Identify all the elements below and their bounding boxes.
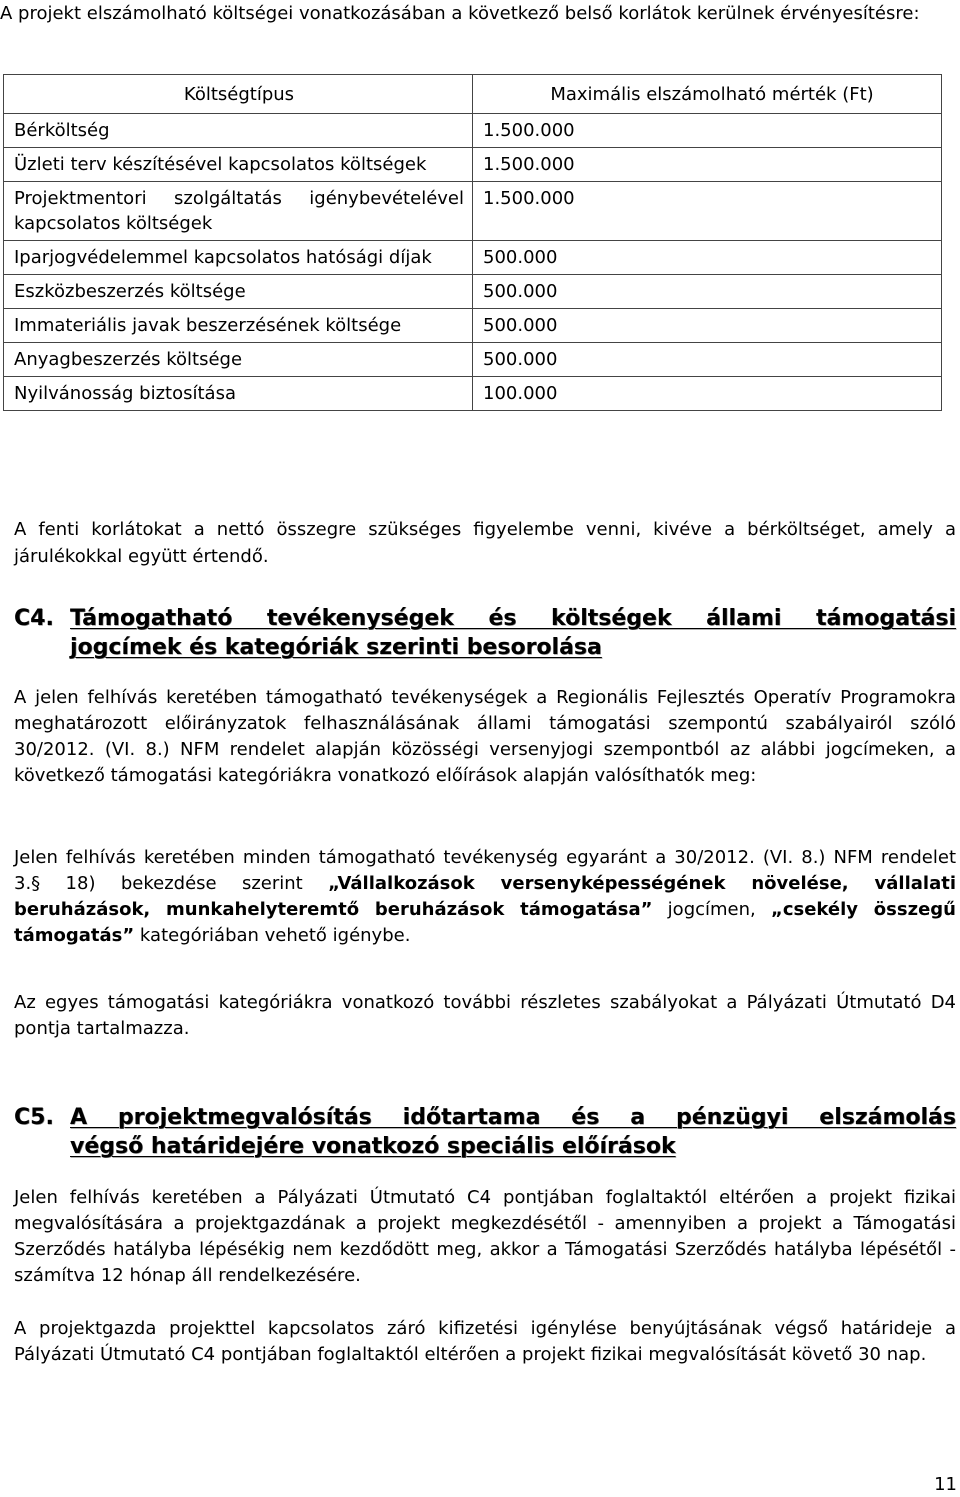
table-header-row bbox=[4, 75, 942, 114]
section-title-line2: végső határidejére vonatkozó speciális előírások bbox=[70, 1134, 676, 1159]
max-amount-cell: 1.500.000 bbox=[473, 114, 942, 148]
cost-limits-table bbox=[3, 74, 942, 411]
cost-type-cell: Anyagbeszerzés költsége bbox=[4, 343, 473, 377]
table-row bbox=[4, 275, 942, 309]
c5-paragraph-2: A projektgazda projekttel kapcsolatos záró kifizetési igénylése benyújtásának végső határideje a Pályázati Útmutató C4 pontjában foglaltaktól eltérően a projekt fizikai megvalósítását követő 30 nap. bbox=[14, 1318, 956, 1365]
table-row bbox=[4, 114, 942, 148]
intro-text: A projekt elszámolható költségei vonatkozásában a következő belső korlátok kerülnek érvényesítésre: bbox=[0, 3, 920, 24]
table-row bbox=[4, 343, 942, 377]
section-c5-heading bbox=[14, 1103, 956, 1161]
max-amount-cell: 500.000 bbox=[473, 343, 942, 377]
table-row bbox=[4, 241, 942, 275]
max-amount-cell: 1.500.000 bbox=[473, 182, 942, 241]
header-cost-type: Költségtípus bbox=[4, 75, 473, 114]
table-row bbox=[4, 148, 942, 182]
cost-type-cell: Immateriális javak beszerzésének költsége bbox=[4, 309, 473, 343]
text-run: Jelen felhívás keretében minden támogatható tevékenység egyaránt a 30/2012. (VI. 8.) NFM rendelet 3.§ 18) bekezdése szerint bbox=[14, 847, 956, 894]
max-amount-cell: 1.500.000 bbox=[473, 148, 942, 182]
section-title-line1: Támogatható tevékenységek és költségek állami támogatási bbox=[70, 606, 956, 631]
section-c4-heading bbox=[14, 604, 956, 662]
table-row bbox=[4, 182, 942, 241]
aid-type-bold: „csekély összegű támogatás” bbox=[14, 899, 956, 946]
table-note: A fenti korlátokat a nettó összegre szükséges figyelembe venni, kivéve a bérköltséget, amely a járulékokkal együtt értendő. bbox=[14, 519, 956, 567]
category-name-bold: „Vállalkozások versenyképességének növelése, vállalati beruházások, munkahelyteremtő beruházások támogatása” bbox=[14, 873, 956, 920]
cost-type-cell: Üzleti terv készítésével kapcsolatos költségek bbox=[4, 148, 473, 182]
max-amount-cell: 500.000 bbox=[473, 309, 942, 343]
header-max-amount: Maximális elszámolható mérték (Ft) bbox=[473, 75, 942, 114]
c4-paragraph-3: Az egyes támogatási kategóriákra vonatkozó további részletes szabályokat a Pályázati Útmutató D4 pontja tartalmazza. bbox=[14, 992, 956, 1039]
page-number: 11 bbox=[934, 1474, 957, 1495]
cost-type-cell: Bérköltség bbox=[4, 114, 473, 148]
c4-paragraph-1: A jelen felhívás keretében támogatható tevékenységek a Regionális Fejlesztés Operatív Programokra meghatározott előirányzatok felhasználásának állami támogatási szempontú szabályairól szóló 30/2012. (VI. 8.) NFM rendelet alapján közösségi versenyjogi szempontból az alábbi jogcímeken, a következő támogatási kategóriákra vonatkozó előírások alapján valósíthatók meg: bbox=[14, 687, 956, 786]
max-amount-cell: 100.000 bbox=[473, 377, 942, 411]
table-row bbox=[4, 309, 942, 343]
section-number: C5. bbox=[14, 1105, 54, 1130]
table-row bbox=[4, 377, 942, 411]
section-title-line1: A projektmegvalósítás időtartama és a pénzügyi elszámolás bbox=[70, 1105, 956, 1130]
cost-type-cell: Iparjogvédelemmel kapcsolatos hatósági díjak bbox=[4, 241, 473, 275]
c5-paragraph-1: Jelen felhívás keretében a Pályázati Útmutató C4 pontjában foglaltaktól eltérően a projekt fizikai megvalósítására a projektgazdának a projekt megkezdésétől - amennyiben a projekt a Támogatási Szerződés hatályba lépésékig nem kezdődött meg, akkor a Támogatási Szerződés hatályba lépésétől - számítva 12 hónap áll rendelkezésére. bbox=[14, 1187, 956, 1286]
section-title-line2: jogcímek és kategóriák szerinti besorolása bbox=[70, 635, 602, 660]
max-amount-cell: 500.000 bbox=[473, 275, 942, 309]
text-run: kategóriában vehető igénybe. bbox=[134, 925, 411, 946]
cost-type-cell: Nyilvánosság biztosítása bbox=[4, 377, 473, 411]
c4-paragraph-2 bbox=[14, 845, 956, 949]
cost-type-cell: Projektmentori szolgáltatás igénybevételével kapcsolatos költségek bbox=[4, 182, 473, 241]
cost-type-cell: Eszközbeszerzés költsége bbox=[4, 275, 473, 309]
text-run: jogcímen, bbox=[652, 899, 771, 920]
max-amount-cell: 500.000 bbox=[473, 241, 942, 275]
section-number: C4. bbox=[14, 606, 54, 631]
